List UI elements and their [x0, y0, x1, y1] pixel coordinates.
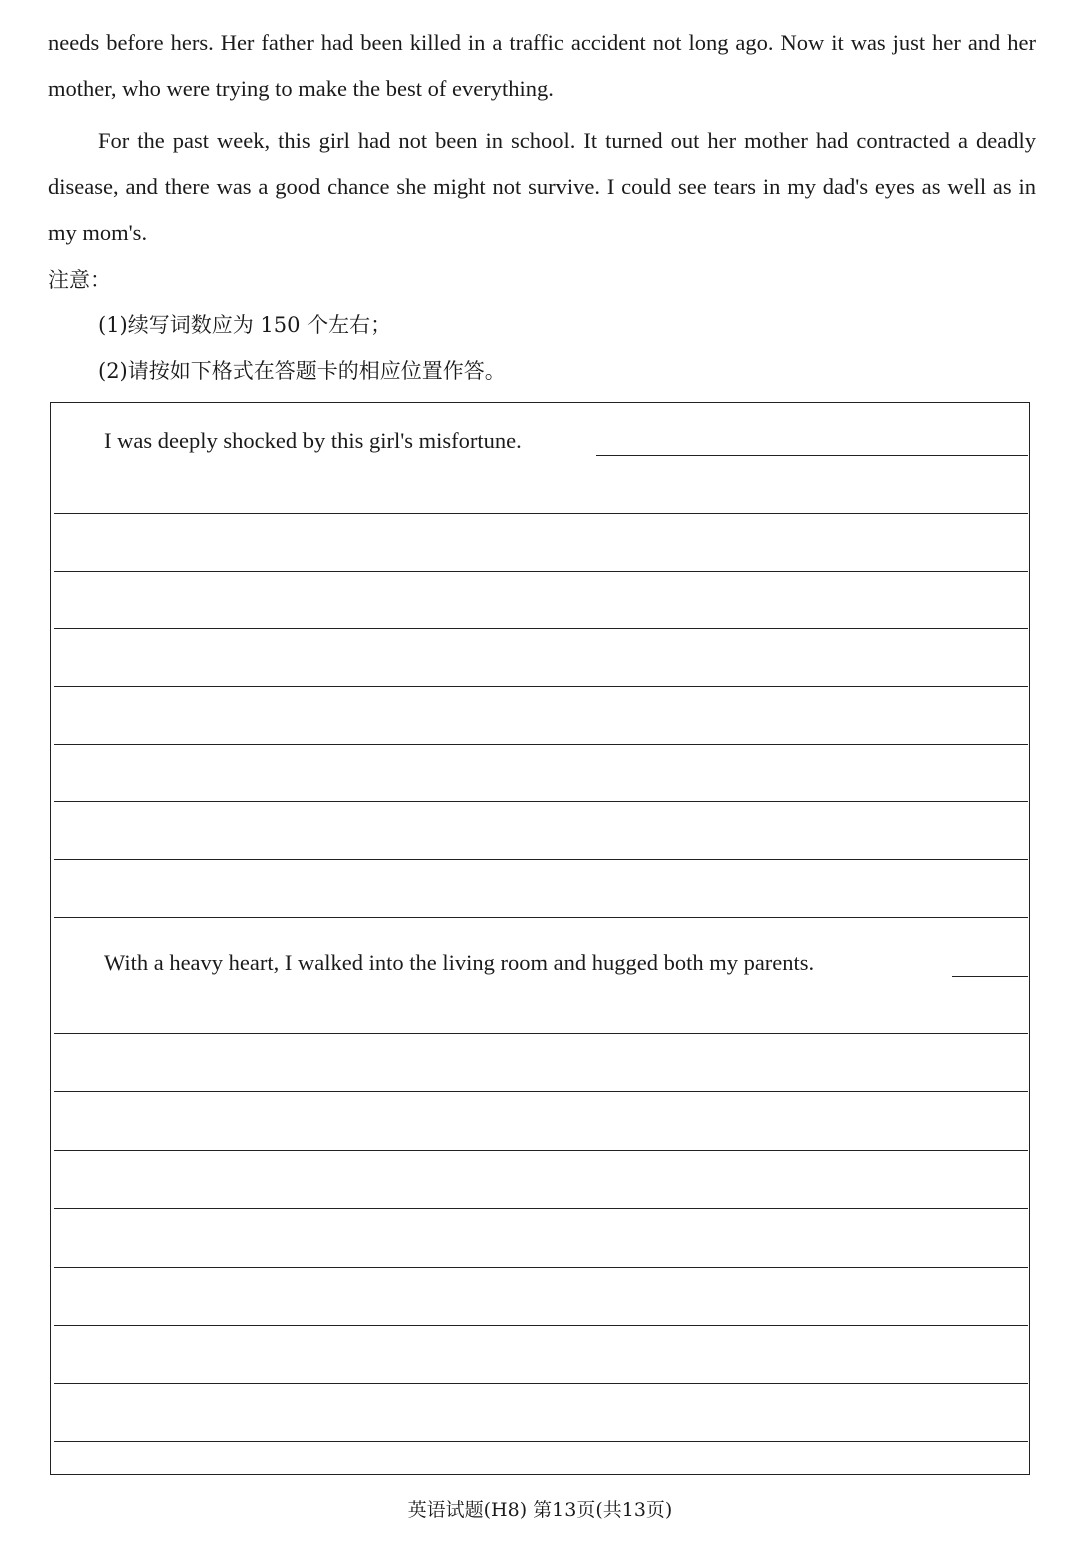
passage-paragraph-2: For the past week, this girl had not been in school. It turned out her mother had contracted a deadly disease, and there was a good chance she might not survive. I could see tears in my dad's eyes as well as in my mom's.: [48, 128, 1036, 245]
writing-line: [54, 1208, 1028, 1209]
writing-line: [54, 1267, 1028, 1268]
writing-line: [54, 628, 1028, 629]
writing-line: [54, 744, 1028, 745]
writing-line: [54, 686, 1028, 687]
writing-line: [54, 1383, 1028, 1384]
writing-line: [54, 571, 1028, 572]
writing-line: [54, 1325, 1028, 1326]
answer-box: [50, 402, 1030, 1475]
writing-line: [952, 976, 1028, 977]
writing-line: [54, 513, 1028, 514]
note-item-2: (2)请按如下格式在答题卡的相应位置作答。: [98, 359, 506, 383]
writing-line: [54, 917, 1028, 918]
passage-paragraph-1: needs before hers. Her father had been killed in a traffic accident not long ago. Now it was just her and her mother, who were trying to make the best of everything.: [48, 30, 1036, 101]
writing-line: [54, 1441, 1028, 1442]
writing-line: [596, 455, 1028, 456]
writing-line: [54, 859, 1028, 860]
writing-line: [54, 1150, 1028, 1151]
continuation-prompt-2: With a heavy heart, I walked into the living room and hugged both my parents.: [104, 950, 815, 975]
writing-line: [54, 801, 1028, 802]
writing-line: [54, 1033, 1028, 1034]
notes-title: 注意：: [48, 268, 111, 292]
note-item-1: (1)续写词数应为 150 个左右；: [98, 313, 392, 337]
writing-line: [54, 1091, 1028, 1092]
continuation-prompt-1: I was deeply shocked by this girl's misfortune.: [104, 428, 522, 453]
page-footer: 英语试题(H8) 第13页(共13页): [407, 1499, 673, 1521]
